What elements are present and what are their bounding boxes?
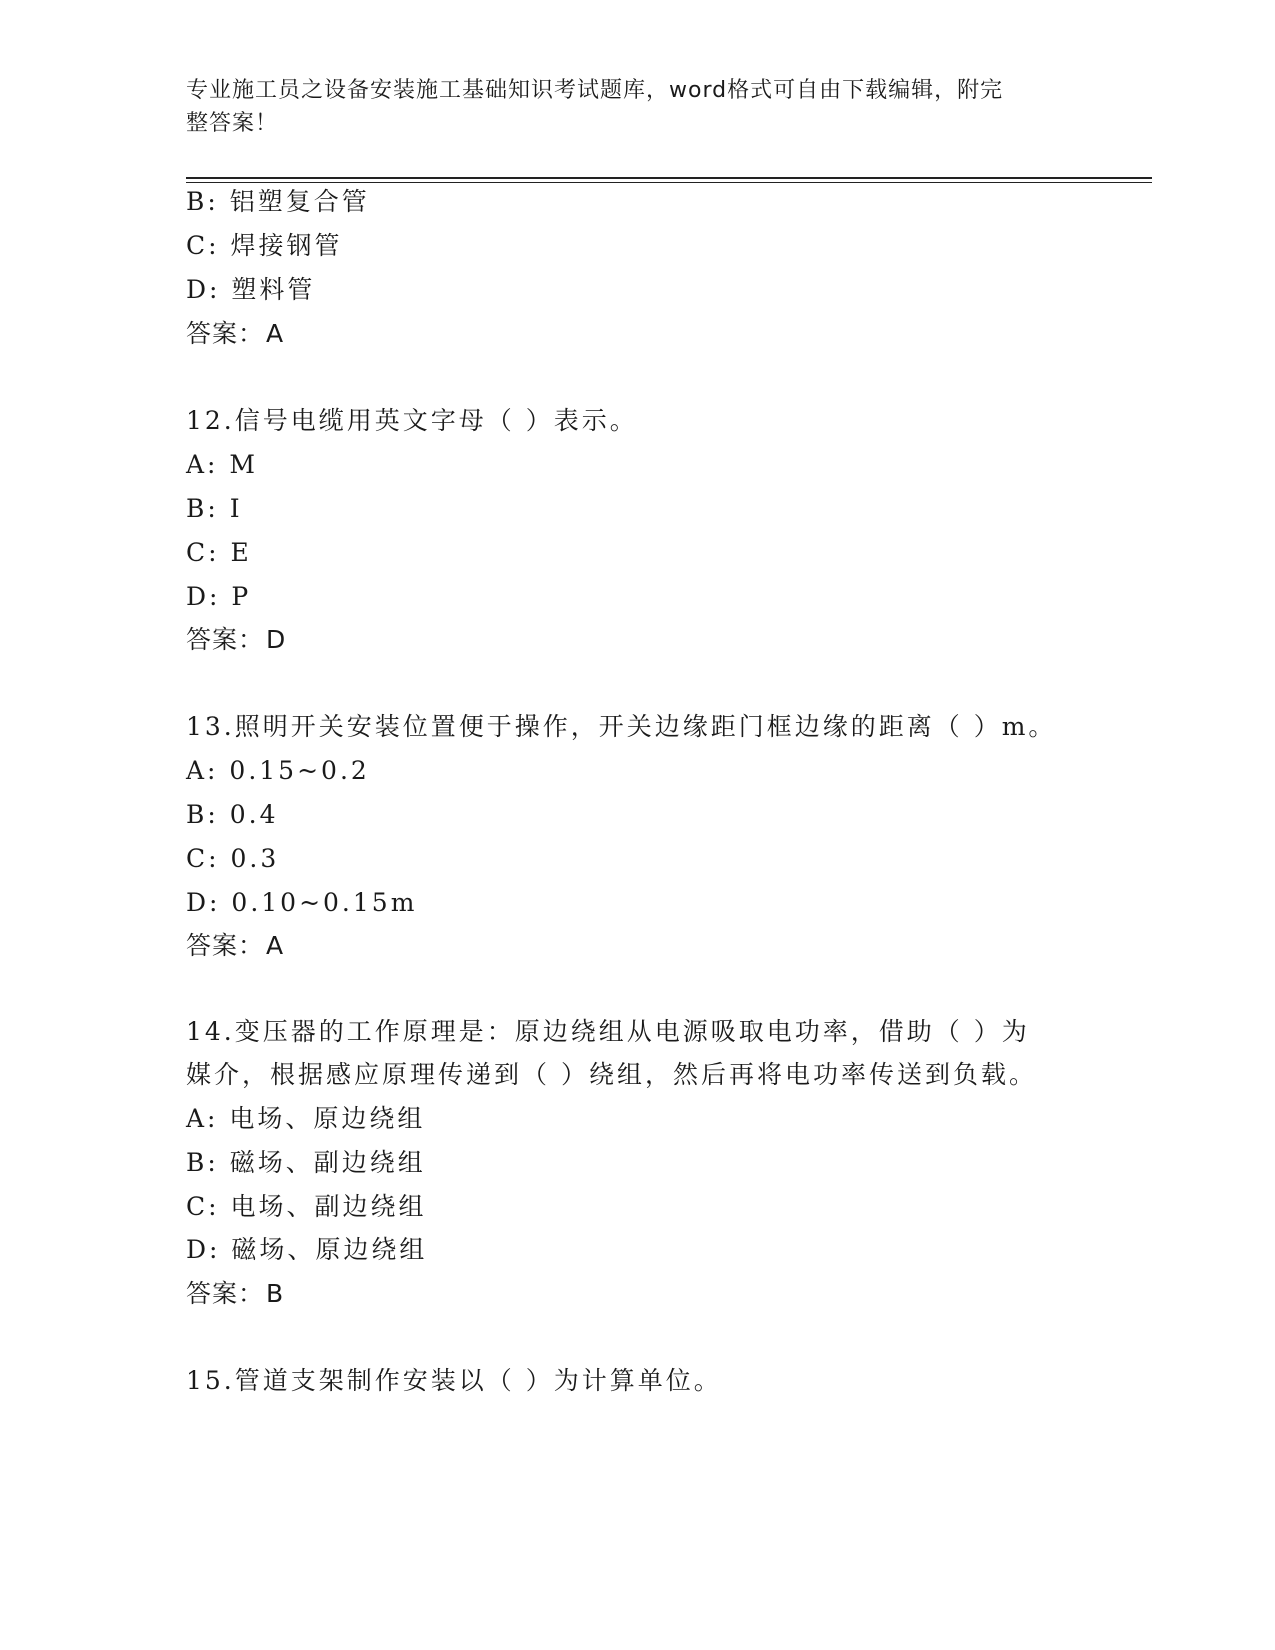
q13-option-b: B: 0.4 bbox=[186, 800, 279, 829]
header-title-line-1: 专业施工员之设备安装施工基础知识考试题库，word格式可自由下载编辑，附完 bbox=[186, 78, 1004, 103]
prev-option-c: C: 焊接钢管 bbox=[186, 231, 343, 260]
q12-option-d: D: P bbox=[186, 582, 252, 611]
header-title-line-2: 整答案！ bbox=[186, 111, 279, 136]
answer-label: 答案： bbox=[186, 931, 265, 960]
answer-label: 答案： bbox=[186, 625, 265, 654]
answer-value: D bbox=[266, 625, 287, 654]
q14-option-b: B: 磁场、副边绕组 bbox=[186, 1148, 426, 1177]
q12-option-c: C: E bbox=[186, 538, 252, 567]
answer-value: A bbox=[266, 931, 285, 960]
document-header bbox=[186, 74, 1066, 140]
q12-stem: 12.信号电缆用英文字母（ ）表示。 bbox=[186, 406, 638, 435]
q12-option-b: B: I bbox=[186, 494, 243, 523]
q12-answer bbox=[186, 623, 286, 657]
q15-stem: 15.管道支架制作安装以（ ）为计算单位。 bbox=[186, 1366, 722, 1395]
answer-value: A bbox=[266, 319, 285, 348]
header-divider-thin bbox=[186, 182, 1152, 183]
answer-label: 答案： bbox=[186, 319, 265, 348]
answer-label: 答案： bbox=[186, 1279, 265, 1308]
q13-option-d: D: 0.10~0.15m bbox=[186, 888, 418, 917]
header-divider-thick bbox=[186, 177, 1152, 179]
q14-option-c: C: 电场、副边绕组 bbox=[186, 1192, 427, 1221]
prev-option-b: B: 铝塑复合管 bbox=[186, 187, 370, 216]
q14-option-d: D: 磁场、原边绕组 bbox=[186, 1235, 428, 1264]
prev-option-d: D: 塑料管 bbox=[186, 275, 316, 304]
q14-stem-line-1: 14.变压器的工作原理是：原边绕组从电源吸取电功率，借助（ ）为 bbox=[186, 1017, 1030, 1046]
q13-option-c: C: 0.3 bbox=[186, 844, 280, 873]
q13-stem: 13.照明开关安装位置便于操作，开关边缘距门框边缘的距离（ ）m。 bbox=[186, 712, 1057, 741]
prev-answer bbox=[186, 317, 284, 351]
q14-stem-line-2: 媒介，根据感应原理传递到（ ）绕组，然后再将电功率传送到负载。 bbox=[186, 1060, 1037, 1089]
q13-option-a: A: 0.15~0.2 bbox=[186, 756, 370, 785]
answer-value: B bbox=[266, 1279, 285, 1308]
q13-answer bbox=[186, 929, 284, 963]
q14-option-a: A: 电场、原边绕组 bbox=[186, 1104, 426, 1133]
q14-answer bbox=[186, 1277, 284, 1311]
q12-option-a: A: M bbox=[186, 450, 259, 479]
